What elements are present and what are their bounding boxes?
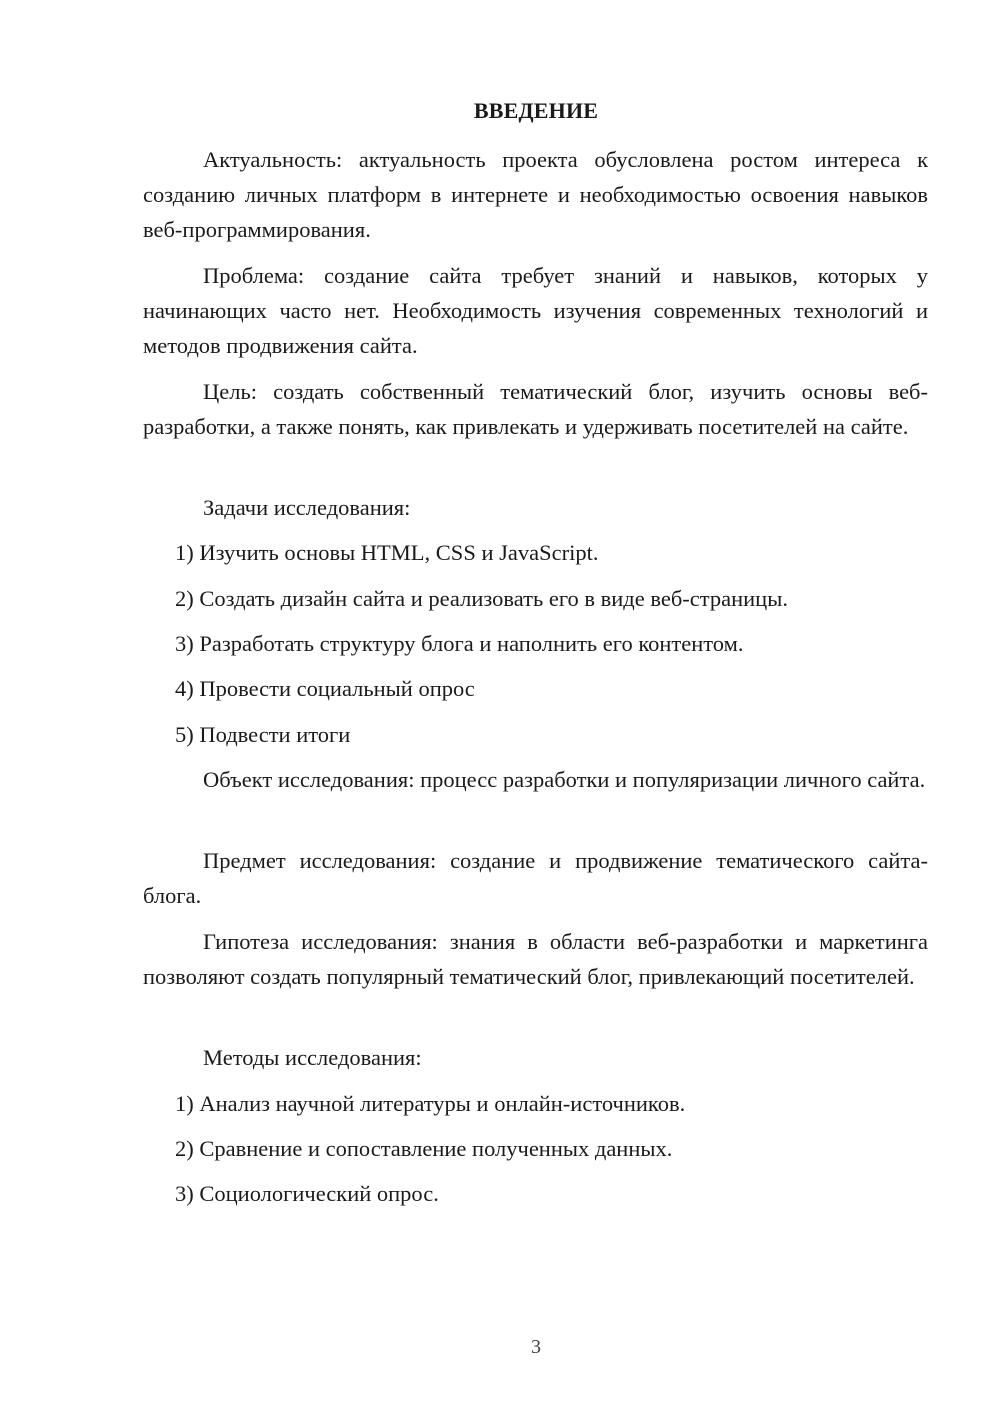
task-item: 5) Подвести итоги [175, 722, 351, 747]
hypothesis-paragraph: Гипотеза исследования: знания в области веб-разработки и маркетинга позволяют создать популярный тематический блог, привлекающий посетителей. [143, 929, 928, 989]
object-paragraph: Объект исследования: процесс разработки и популяризации личного сайта. [203, 767, 926, 792]
page-number: 3 [531, 1336, 541, 1358]
task-item: 4) Провести социальный опрос [175, 676, 475, 701]
method-item: 1) Анализ научной литературы и онлайн-источников. [175, 1091, 686, 1116]
goal-paragraph: Цель: создать собственный тематический блог, изучить основы веб-разработки, а также понять, как привлекать и удерживать посетителей на сайте. [143, 379, 928, 439]
task-item: 2) Создать дизайн сайта и реализовать его в виде веб-страницы. [175, 586, 788, 611]
tasks-heading: Задачи исследования: [203, 495, 411, 520]
subject-paragraph: Предмет исследования: создание и продвижение тематического сайта-блога. [143, 848, 928, 908]
method-item: 3) Социологический опрос. [175, 1181, 439, 1206]
relevance-paragraph: Актуальность: актуальность проекта обусловлена ростом интереса к созданию личных платформ в интернете и необходимостью освоения навыков веб-программирования. [143, 147, 928, 242]
method-item: 2) Сравнение и сопоставление полученных данных. [175, 1136, 673, 1161]
methods-heading: Методы исследования: [203, 1045, 422, 1070]
section-title: ВВЕДЕНИЕ [473, 98, 599, 123]
task-item: 3) Разработать структуру блога и наполнить его контентом. [175, 631, 744, 656]
task-item: 1) Изучить основы HTML, CSS и JavaScript. [175, 540, 599, 565]
problem-paragraph: Проблема: создание сайта требует знаний и навыков, которых у начинающих часто нет. Необходимость изучения современных технологий и методов продвижения сайта. [143, 263, 928, 358]
